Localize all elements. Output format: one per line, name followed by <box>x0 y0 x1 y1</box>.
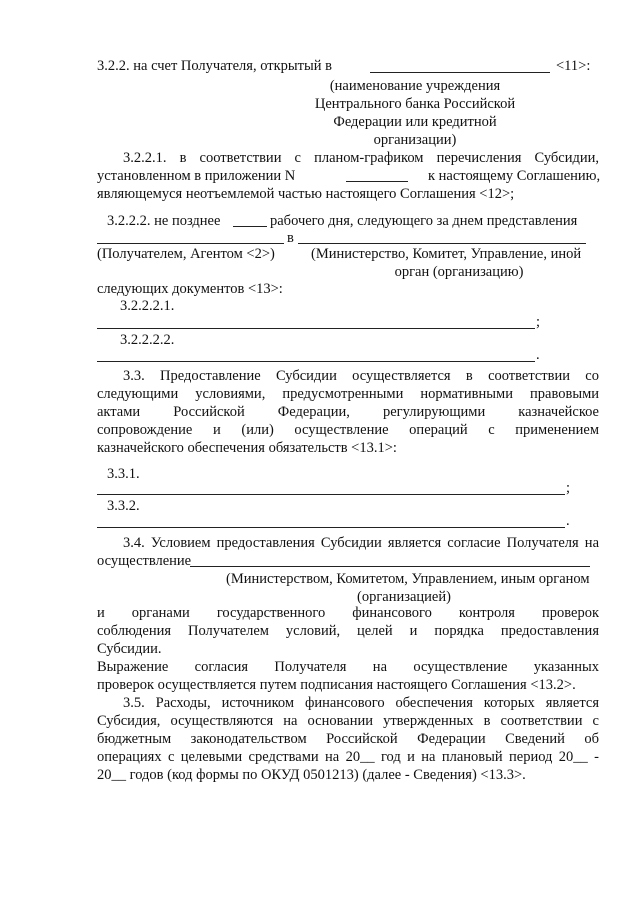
consent-note-1: (Министерством, Комитетом, Управлением, иным органом <box>226 571 590 587</box>
clause-3-2-2-2-line1b: рабочего дня, следующего за днем представления <box>270 213 578 229</box>
doc-item-1-label: 3.2.2.2.1. <box>120 298 175 314</box>
bank-blank-line <box>370 72 550 73</box>
appendix-number-blank <box>346 181 408 182</box>
days-blank <box>233 226 267 227</box>
clause-3-5-line1: 3.5. Расходы, источником финансового обеспечения которых является <box>123 695 599 711</box>
clause-3-2-2-footnote: <11>: <box>556 58 591 74</box>
doc-item-1-end: ; <box>536 314 541 330</box>
condition-2-end: . <box>566 513 570 529</box>
clause-3-4-line3: и органами государственного финансового контроля проверок <box>97 605 599 621</box>
condition-2-line <box>97 527 565 528</box>
doc-item-2-line <box>97 361 535 362</box>
condition-1-label: 3.3.1. <box>107 466 140 482</box>
ministry-note-2: орган (организацию) <box>394 264 524 280</box>
clause-3-2-2-1-line1: 3.2.2.1. в соответствии с планом-графиком перечисления Субсидии, <box>123 150 599 166</box>
condition-2-label: 3.3.2. <box>107 498 140 514</box>
doc-item-2-label: 3.2.2.2.2. <box>120 332 175 348</box>
clause-3-4-line4: соблюдения Получателем условий, целей и порядка предоставления <box>97 623 599 639</box>
consent-note-2: (организацией) <box>357 589 451 605</box>
clause-3-2-2-2-line1a: 3.2.2.2. не позднее <box>107 213 221 229</box>
recipient-note: (Получателем, Агентом <2>) <box>97 246 275 262</box>
condition-1-line <box>97 494 565 495</box>
clause-3-2-2-1-line3: являющемуся неотъемлемой частью настоящего Соглашения <12>; <box>97 186 515 202</box>
bank-note-2: Центрального банка Российской <box>314 96 516 112</box>
doc-item-2-end: . <box>536 347 540 363</box>
clause-3-4-line7: проверок осуществляется путем подписания настоящего Соглашения <13.2>. <box>97 677 576 693</box>
clause-3-4-line5: Субсидии. <box>97 641 162 657</box>
ministry-blank <box>298 243 586 244</box>
clause-3-2-2-text: 3.2.2. на счет Получателя, открытый в <box>97 58 332 74</box>
clause-3-4-line6: Выражение согласия Получателя на осуществление указанных <box>97 659 599 675</box>
clause-3-3-line3: актами Российской Федерации, регулирующими казначейское <box>97 404 599 420</box>
clause-3-3-line4: сопровождение и (или) осуществление операций с применением <box>97 422 599 438</box>
consent-blank <box>190 566 590 567</box>
clause-3-5-line4: операциях с целевыми средствами на 20__ год и на плановый период 20__ - <box>97 749 599 765</box>
clause-3-5-line5: 20__ годов (код формы по ОКУД 0501213) (далее - Сведения) <13.3>. <box>97 767 526 783</box>
clause-3-2-2-1-line2b: к настоящему Соглашению, <box>428 168 601 184</box>
ministry-note-1: (Министерство, Комитет, Управление, иной <box>311 246 582 262</box>
clause-3-3-line1: 3.3. Предоставление Субсидии осуществляется в соответствии со <box>123 368 599 384</box>
clause-3-2-2-2-in: в <box>287 230 294 246</box>
clause-3-4-line1: 3.4. Условием предоставления Субсидии является согласие Получателя на <box>123 535 599 551</box>
condition-1-end: ; <box>566 480 571 496</box>
clause-3-3-line2: следующими условиями, предусмотренными нормативными правовыми <box>97 386 599 402</box>
clause-3-5-line2: Субсидия, осуществляются на основании утвержденных в соответствии с <box>97 713 599 729</box>
documents-intro: следующих документов <13>: <box>97 281 283 297</box>
recipient-blank <box>97 243 284 244</box>
bank-note-3: Федерации или кредитной <box>333 114 497 130</box>
clause-3-5-line3: бюджетным законодательством Российской Федерации Сведений об <box>97 731 599 747</box>
clause-3-3-line5: казначейского обеспечения обязательств <13.1>: <box>97 440 397 456</box>
clause-3-2-2-1-line2a: установленном в приложении N <box>97 168 296 184</box>
bank-note-1: (наименование учреждения <box>329 78 501 94</box>
bank-note-4: организации) <box>373 132 457 148</box>
clause-3-4-line2: осуществление <box>97 553 192 569</box>
doc-item-1-line <box>97 328 535 329</box>
